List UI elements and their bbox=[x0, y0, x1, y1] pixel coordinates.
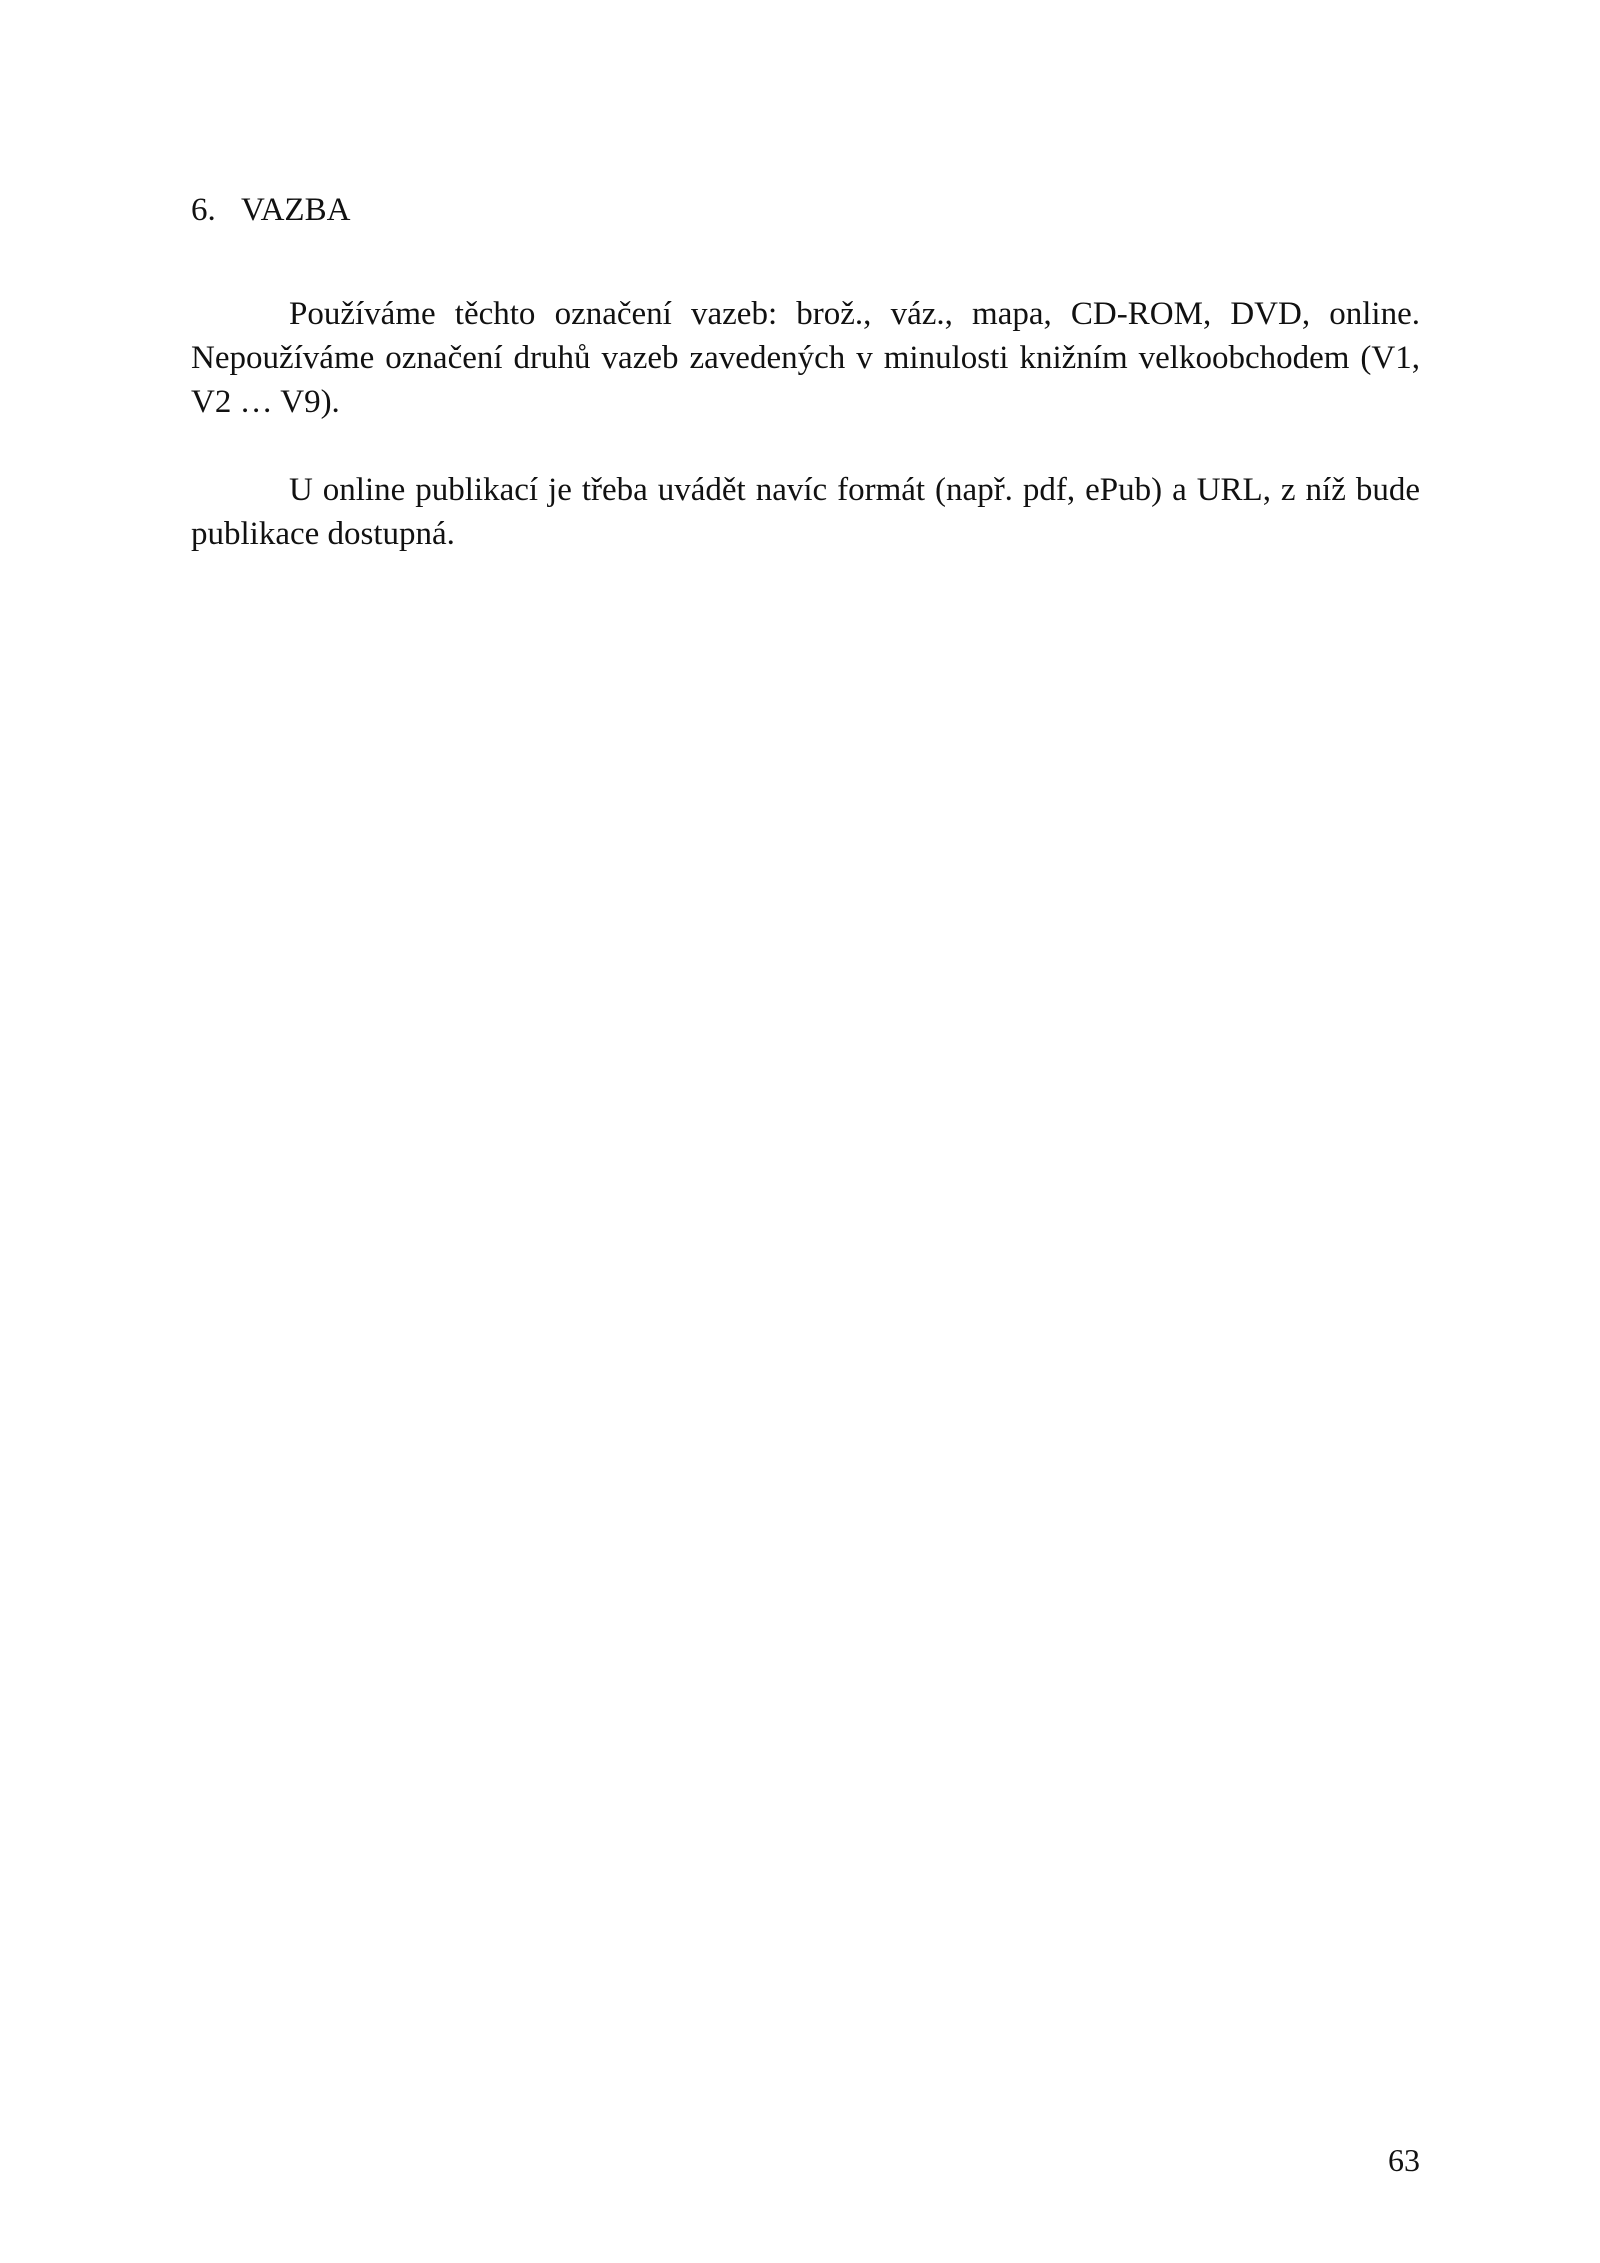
section-title: VAZBA bbox=[241, 192, 351, 228]
page-content bbox=[191, 186, 1420, 556]
paragraph-online-publications: U online publikací je třeba uvádět navíc formát (např. pdf, ePub) a URL, z níž bude publikace dostupná. bbox=[191, 472, 1420, 552]
section-heading bbox=[191, 186, 1420, 234]
section-number: 6. bbox=[191, 192, 216, 228]
page-number: 63 bbox=[1388, 2142, 1420, 2178]
paragraph-binding-types: Používáme těchto označení vazeb: brož., váz., mapa, CD-ROM, DVD, online. Nepoužíváme označení druhů vazeb zavedených v minulosti knižním velkoobchodem (V1, V2 … V9). bbox=[191, 296, 1420, 420]
